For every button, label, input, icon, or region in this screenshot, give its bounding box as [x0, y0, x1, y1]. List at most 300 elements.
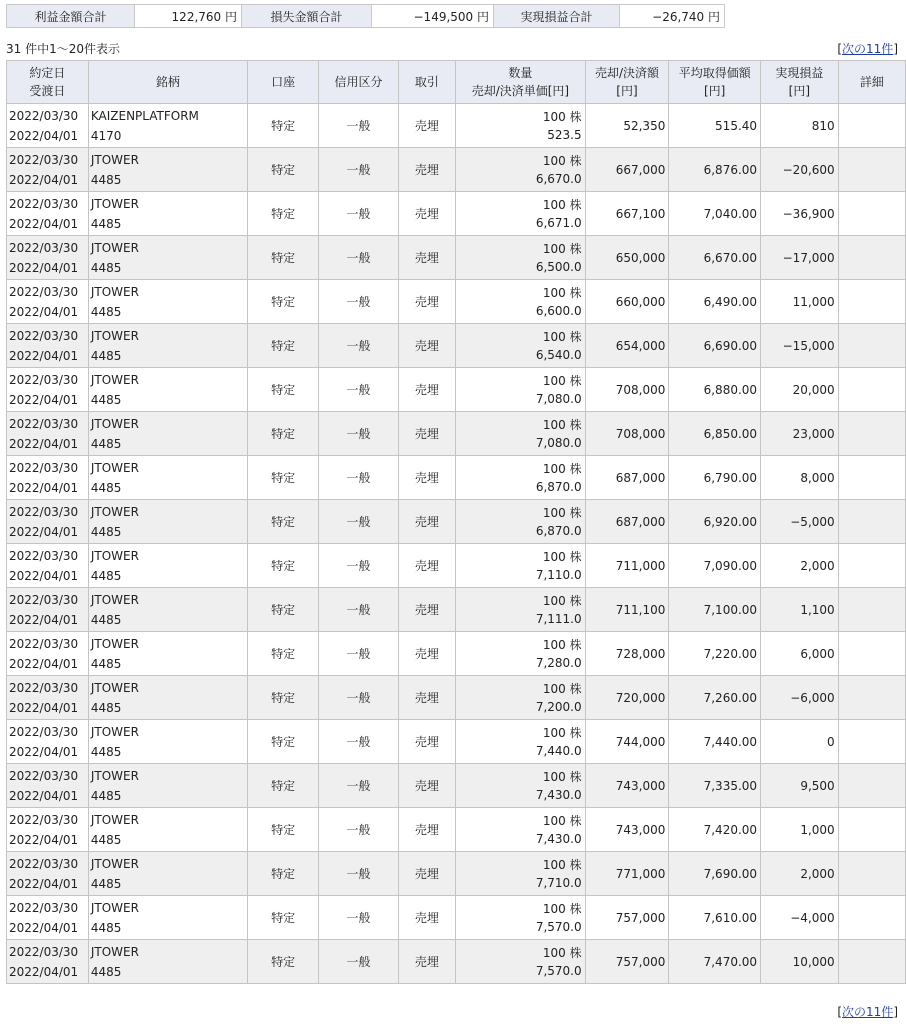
unit-price: 7,440.0 — [535, 743, 582, 758]
account-cell: 特定 — [247, 588, 318, 632]
date-cell — [7, 412, 89, 456]
stock-cell — [88, 940, 247, 984]
col-header-avg-cost — [669, 61, 761, 104]
realized-pl-cell: 1,000 — [761, 808, 839, 852]
stock-code: 4485 — [90, 172, 122, 187]
credit-type-cell: 一般 — [319, 412, 398, 456]
trade-type-cell: 売埋 — [398, 896, 455, 940]
date-cell — [7, 324, 89, 368]
col-header-amount-line2: [円] — [616, 84, 638, 98]
col-header-detail: 詳細 — [838, 61, 905, 104]
stock-code: 4485 — [90, 744, 122, 759]
detail-cell — [838, 896, 905, 940]
stock-name: JTOWER — [90, 900, 139, 915]
next-page-link[interactable]: 次の11件 — [842, 1005, 894, 1019]
stock-name: JTOWER — [90, 548, 139, 563]
quantity: 100 株 — [542, 769, 582, 784]
trade-type-cell: 売埋 — [398, 676, 455, 720]
trade-type-cell: 売埋 — [398, 720, 455, 764]
pager-top — [837, 40, 898, 57]
stock-code: 4485 — [90, 876, 122, 891]
quantity: 100 株 — [542, 857, 582, 872]
table-row — [7, 148, 906, 192]
realized-total-label: 実現損益合計 — [494, 5, 620, 28]
realized-pl-cell: 10,000 — [761, 940, 839, 984]
amount-cell: 708,000 — [585, 412, 669, 456]
account-cell: 特定 — [247, 148, 318, 192]
amount-cell: 757,000 — [585, 940, 669, 984]
table-row — [7, 192, 906, 236]
pager-bracket-open: [ — [837, 1005, 843, 1019]
avg-cost-cell: 6,490.00 — [669, 280, 761, 324]
quantity: 100 株 — [542, 505, 582, 520]
account-cell: 特定 — [247, 280, 318, 324]
date-cell — [7, 632, 89, 676]
table-row — [7, 588, 906, 632]
amount-cell: 654,000 — [585, 324, 669, 368]
credit-type-cell: 一般 — [319, 676, 398, 720]
amount-cell: 743,000 — [585, 808, 669, 852]
pager-bracket-open: [ — [837, 42, 843, 56]
col-header-trade-date: 約定日 — [29, 66, 66, 80]
realized-pl-cell: −36,900 — [761, 192, 839, 236]
trade-date: 2022/03/30 — [9, 768, 79, 783]
unit-price: 6,540.0 — [535, 347, 582, 362]
table-row — [7, 676, 906, 720]
stock-cell — [88, 764, 247, 808]
stock-code: 4170 — [90, 128, 122, 143]
table-row — [7, 368, 906, 412]
col-header-avg-cost-line1: 平均取得価額 — [678, 66, 751, 80]
detail-cell — [838, 500, 905, 544]
stock-code: 4485 — [90, 260, 122, 275]
trade-type-cell: 売埋 — [398, 544, 455, 588]
qty-cell — [456, 148, 585, 192]
quantity: 100 株 — [542, 681, 582, 696]
stock-name: JTOWER — [90, 504, 139, 519]
qty-cell — [456, 896, 585, 940]
amount-cell: 708,000 — [585, 368, 669, 412]
col-header-qty — [456, 61, 585, 104]
settle-date: 2022/04/01 — [9, 436, 79, 451]
account-cell: 特定 — [247, 192, 318, 236]
detail-cell — [838, 720, 905, 764]
date-cell — [7, 280, 89, 324]
unit-price: 6,671.0 — [535, 215, 582, 230]
stock-name: JTOWER — [90, 768, 139, 783]
trade-type-cell: 売埋 — [398, 412, 455, 456]
credit-type-cell: 一般 — [319, 588, 398, 632]
quantity: 100 株 — [542, 593, 582, 608]
col-header-stock: 銘柄 — [88, 61, 247, 104]
date-cell — [7, 764, 89, 808]
settle-date: 2022/04/01 — [9, 612, 79, 627]
account-cell: 特定 — [247, 412, 318, 456]
settle-date: 2022/04/01 — [9, 656, 79, 671]
date-cell — [7, 500, 89, 544]
settle-date: 2022/04/01 — [9, 304, 79, 319]
avg-cost-cell: 6,876.00 — [669, 148, 761, 192]
stock-code: 4485 — [90, 920, 122, 935]
stock-code: 4485 — [90, 392, 122, 407]
table-row — [7, 940, 906, 984]
col-header-realized-pl — [761, 61, 839, 104]
stock-cell — [88, 456, 247, 500]
trade-rows — [7, 104, 906, 984]
trade-date: 2022/03/30 — [9, 240, 79, 255]
qty-cell — [456, 412, 585, 456]
settle-date: 2022/04/01 — [9, 260, 79, 275]
trade-date: 2022/03/30 — [9, 108, 79, 123]
stock-code: 4485 — [90, 612, 122, 627]
avg-cost-cell: 7,420.00 — [669, 808, 761, 852]
realized-pl-cell: 9,500 — [761, 764, 839, 808]
settle-date: 2022/04/01 — [9, 128, 79, 143]
trade-type-cell: 売埋 — [398, 456, 455, 500]
detail-cell — [838, 192, 905, 236]
qty-cell — [456, 500, 585, 544]
trade-date: 2022/03/30 — [9, 372, 79, 387]
settle-date: 2022/04/01 — [9, 700, 79, 715]
stock-code: 4485 — [90, 436, 122, 451]
quantity: 100 株 — [542, 945, 582, 960]
stock-code: 4485 — [90, 216, 122, 231]
trade-date: 2022/03/30 — [9, 460, 79, 475]
account-cell: 特定 — [247, 368, 318, 412]
account-cell: 特定 — [247, 456, 318, 500]
settle-date: 2022/04/01 — [9, 876, 79, 891]
detail-cell — [838, 412, 905, 456]
quantity: 100 株 — [542, 153, 582, 168]
qty-cell — [456, 588, 585, 632]
stock-cell — [88, 632, 247, 676]
stock-code: 4485 — [90, 480, 122, 495]
credit-type-cell: 一般 — [319, 324, 398, 368]
quantity: 100 株 — [542, 549, 582, 564]
credit-type-cell: 一般 — [319, 148, 398, 192]
settle-date: 2022/04/01 — [9, 788, 79, 803]
settle-date: 2022/04/01 — [9, 524, 79, 539]
detail-cell — [838, 456, 905, 500]
settle-date: 2022/04/01 — [9, 172, 79, 187]
table-row — [7, 808, 906, 852]
date-cell — [7, 456, 89, 500]
account-cell: 特定 — [247, 720, 318, 764]
date-cell — [7, 148, 89, 192]
amount-cell: 52,350 — [585, 104, 669, 148]
col-header-qty-line1: 数量 — [508, 66, 533, 80]
stock-name: JTOWER — [90, 152, 139, 167]
date-cell — [7, 588, 89, 632]
realized-pl-cell: 11,000 — [761, 280, 839, 324]
credit-type-cell: 一般 — [319, 192, 398, 236]
amount-cell: 720,000 — [585, 676, 669, 720]
quantity: 100 株 — [542, 285, 582, 300]
date-cell — [7, 544, 89, 588]
avg-cost-cell: 7,260.00 — [669, 676, 761, 720]
realized-pl-cell: 2,000 — [761, 544, 839, 588]
pager-bracket-close: ] — [893, 42, 898, 56]
credit-type-cell: 一般 — [319, 808, 398, 852]
realized-pl-cell: 810 — [761, 104, 839, 148]
col-header-credit-type: 信用区分 — [319, 61, 398, 104]
realized-total-value: −26,740 円 — [620, 5, 725, 28]
trade-date: 2022/03/30 — [9, 284, 79, 299]
detail-cell — [838, 544, 905, 588]
trade-date: 2022/03/30 — [9, 592, 79, 607]
col-header-avg-cost-line2: [円] — [704, 84, 726, 98]
col-header-amount — [585, 61, 669, 104]
col-header-trade: 取引 — [398, 61, 455, 104]
pl-summary-table — [6, 4, 725, 28]
quantity: 100 株 — [542, 197, 582, 212]
unit-price: 7,080.0 — [535, 435, 582, 450]
stock-name: JTOWER — [90, 460, 139, 475]
unit-price: 523.5 — [547, 127, 582, 142]
stock-cell — [88, 500, 247, 544]
settle-date: 2022/04/01 — [9, 832, 79, 847]
stock-cell — [88, 324, 247, 368]
detail-cell — [838, 324, 905, 368]
profit-total-label: 利益金額合計 — [7, 5, 135, 28]
avg-cost-cell: 7,220.00 — [669, 632, 761, 676]
realized-pl-cell: 8,000 — [761, 456, 839, 500]
stock-name: JTOWER — [90, 240, 139, 255]
stock-cell — [88, 236, 247, 280]
trade-date: 2022/03/30 — [9, 328, 79, 343]
col-header-account: 口座 — [247, 61, 318, 104]
profit-total-value: 122,760 円 — [135, 5, 242, 28]
stock-cell — [88, 148, 247, 192]
amount-cell: 660,000 — [585, 280, 669, 324]
amount-cell: 711,000 — [585, 544, 669, 588]
amount-cell: 667,100 — [585, 192, 669, 236]
amount-cell: 757,000 — [585, 896, 669, 940]
unit-price: 6,500.0 — [535, 259, 582, 274]
account-cell: 特定 — [247, 544, 318, 588]
stock-cell — [88, 720, 247, 764]
stock-code: 4485 — [90, 348, 122, 363]
credit-type-cell: 一般 — [319, 940, 398, 984]
trade-type-cell: 売埋 — [398, 852, 455, 896]
credit-type-cell: 一般 — [319, 236, 398, 280]
qty-cell — [456, 104, 585, 148]
stock-name: JTOWER — [90, 372, 139, 387]
trade-date: 2022/03/30 — [9, 900, 79, 915]
stock-name: JTOWER — [90, 724, 139, 739]
avg-cost-cell: 6,920.00 — [669, 500, 761, 544]
stock-cell — [88, 192, 247, 236]
settle-date: 2022/04/01 — [9, 480, 79, 495]
amount-cell: 743,000 — [585, 764, 669, 808]
quantity: 100 株 — [542, 109, 582, 124]
stock-code: 4485 — [90, 656, 122, 671]
table-row — [7, 104, 906, 148]
trade-date: 2022/03/30 — [9, 856, 79, 871]
stock-name: JTOWER — [90, 812, 139, 827]
realized-pl-cell: 2,000 — [761, 852, 839, 896]
trade-date: 2022/03/30 — [9, 680, 79, 695]
trade-date: 2022/03/30 — [9, 548, 79, 563]
loss-total-label: 損失金額合計 — [242, 5, 372, 28]
table-row — [7, 852, 906, 896]
date-cell — [7, 368, 89, 412]
avg-cost-cell: 7,040.00 — [669, 192, 761, 236]
date-cell — [7, 852, 89, 896]
col-header-pl-line1: 実現損益 — [775, 66, 824, 80]
detail-cell — [838, 808, 905, 852]
detail-cell — [838, 236, 905, 280]
amount-cell: 667,000 — [585, 148, 669, 192]
amount-cell: 650,000 — [585, 236, 669, 280]
avg-cost-cell: 7,090.00 — [669, 544, 761, 588]
stock-code: 4485 — [90, 524, 122, 539]
quantity: 100 株 — [542, 329, 582, 344]
stock-name: JTOWER — [90, 196, 139, 211]
stock-name: JTOWER — [90, 284, 139, 299]
detail-cell — [838, 104, 905, 148]
stock-name: JTOWER — [90, 636, 139, 651]
detail-cell — [838, 852, 905, 896]
quantity: 100 株 — [542, 241, 582, 256]
table-row — [7, 324, 906, 368]
trade-date: 2022/03/30 — [9, 636, 79, 651]
realized-pl-cell: 20,000 — [761, 368, 839, 412]
avg-cost-cell: 7,610.00 — [669, 896, 761, 940]
unit-price: 6,870.0 — [535, 523, 582, 538]
loss-total-value: −149,500 円 — [372, 5, 494, 28]
trade-type-cell: 売埋 — [398, 940, 455, 984]
table-row — [7, 764, 906, 808]
date-cell — [7, 192, 89, 236]
date-cell — [7, 676, 89, 720]
settle-date: 2022/04/01 — [9, 392, 79, 407]
avg-cost-cell: 6,690.00 — [669, 324, 761, 368]
realized-pl-cell: −4,000 — [761, 896, 839, 940]
unit-price: 6,600.0 — [535, 303, 582, 318]
table-row — [7, 456, 906, 500]
col-header-date — [7, 61, 89, 104]
realized-pl-cell: −20,600 — [761, 148, 839, 192]
stock-cell — [88, 808, 247, 852]
col-header-amount-line1: 売却/決済額 — [594, 66, 660, 80]
credit-type-cell: 一般 — [319, 764, 398, 808]
trade-date: 2022/03/30 — [9, 152, 79, 167]
unit-price: 7,430.0 — [535, 787, 582, 802]
credit-type-cell: 一般 — [319, 104, 398, 148]
stock-name: JTOWER — [90, 416, 139, 431]
stock-cell — [88, 280, 247, 324]
qty-cell — [456, 368, 585, 412]
realized-pl-cell: 23,000 — [761, 412, 839, 456]
account-cell: 特定 — [247, 632, 318, 676]
stock-code: 4485 — [90, 788, 122, 803]
unit-price: 7,110.0 — [535, 567, 582, 582]
stock-name: JTOWER — [90, 856, 139, 871]
avg-cost-cell: 7,100.00 — [669, 588, 761, 632]
amount-cell: 771,000 — [585, 852, 669, 896]
pl-summary-row — [7, 5, 725, 28]
record-count-info: 31 件中1～20件表示 — [6, 42, 120, 56]
trade-type-cell: 売埋 — [398, 808, 455, 852]
unit-price: 7,570.0 — [535, 919, 582, 934]
settle-date: 2022/04/01 — [9, 568, 79, 583]
next-page-link[interactable]: 次の11件 — [842, 42, 894, 56]
quantity: 100 株 — [542, 901, 582, 916]
table-row — [7, 236, 906, 280]
stock-code: 4485 — [90, 832, 122, 847]
trade-type-cell: 売埋 — [398, 236, 455, 280]
qty-cell — [456, 764, 585, 808]
avg-cost-cell: 7,690.00 — [669, 852, 761, 896]
stock-cell — [88, 544, 247, 588]
account-cell: 特定 — [247, 236, 318, 280]
col-header-qty-line2: 売却/決済単価[円] — [471, 84, 570, 98]
realized-pl-cell: 6,000 — [761, 632, 839, 676]
trade-date: 2022/03/30 — [9, 812, 79, 827]
date-cell — [7, 940, 89, 984]
qty-cell — [456, 632, 585, 676]
trade-type-cell: 売埋 — [398, 764, 455, 808]
unit-price: 7,710.0 — [535, 875, 582, 890]
pager-bottom — [837, 1003, 898, 1020]
table-header-row — [7, 61, 906, 104]
credit-type-cell: 一般 — [319, 896, 398, 940]
unit-price: 7,280.0 — [535, 655, 582, 670]
realized-pl-cell: −17,000 — [761, 236, 839, 280]
account-cell: 特定 — [247, 676, 318, 720]
quantity: 100 株 — [542, 637, 582, 652]
trade-type-cell: 売埋 — [398, 148, 455, 192]
avg-cost-cell: 6,850.00 — [669, 412, 761, 456]
avg-cost-cell: 7,440.00 — [669, 720, 761, 764]
realized-pl-cell: −6,000 — [761, 676, 839, 720]
trade-type-cell: 売埋 — [398, 104, 455, 148]
trade-type-cell: 売埋 — [398, 368, 455, 412]
trade-date: 2022/03/30 — [9, 416, 79, 431]
table-row — [7, 412, 906, 456]
stock-cell — [88, 104, 247, 148]
trade-type-cell: 売埋 — [398, 632, 455, 676]
quantity: 100 株 — [542, 813, 582, 828]
stock-code: 4485 — [90, 568, 122, 583]
detail-cell — [838, 148, 905, 192]
credit-type-cell: 一般 — [319, 368, 398, 412]
qty-cell — [456, 852, 585, 896]
stock-cell — [88, 412, 247, 456]
stock-code: 4485 — [90, 700, 122, 715]
realized-pl-cell: 1,100 — [761, 588, 839, 632]
stock-cell — [88, 852, 247, 896]
account-cell: 特定 — [247, 896, 318, 940]
unit-price: 6,670.0 — [535, 171, 582, 186]
stock-name: JTOWER — [90, 680, 139, 695]
avg-cost-cell: 6,790.00 — [669, 456, 761, 500]
quantity: 100 株 — [542, 417, 582, 432]
credit-type-cell: 一般 — [319, 456, 398, 500]
credit-type-cell: 一般 — [319, 632, 398, 676]
trade-history-table — [6, 60, 906, 984]
amount-cell: 687,000 — [585, 456, 669, 500]
date-cell — [7, 808, 89, 852]
account-cell: 特定 — [247, 940, 318, 984]
date-cell — [7, 236, 89, 280]
credit-type-cell: 一般 — [319, 720, 398, 764]
qty-cell — [456, 192, 585, 236]
quantity: 100 株 — [542, 461, 582, 476]
stock-name: KAIZENPLATFORM — [90, 108, 199, 123]
qty-cell — [456, 676, 585, 720]
